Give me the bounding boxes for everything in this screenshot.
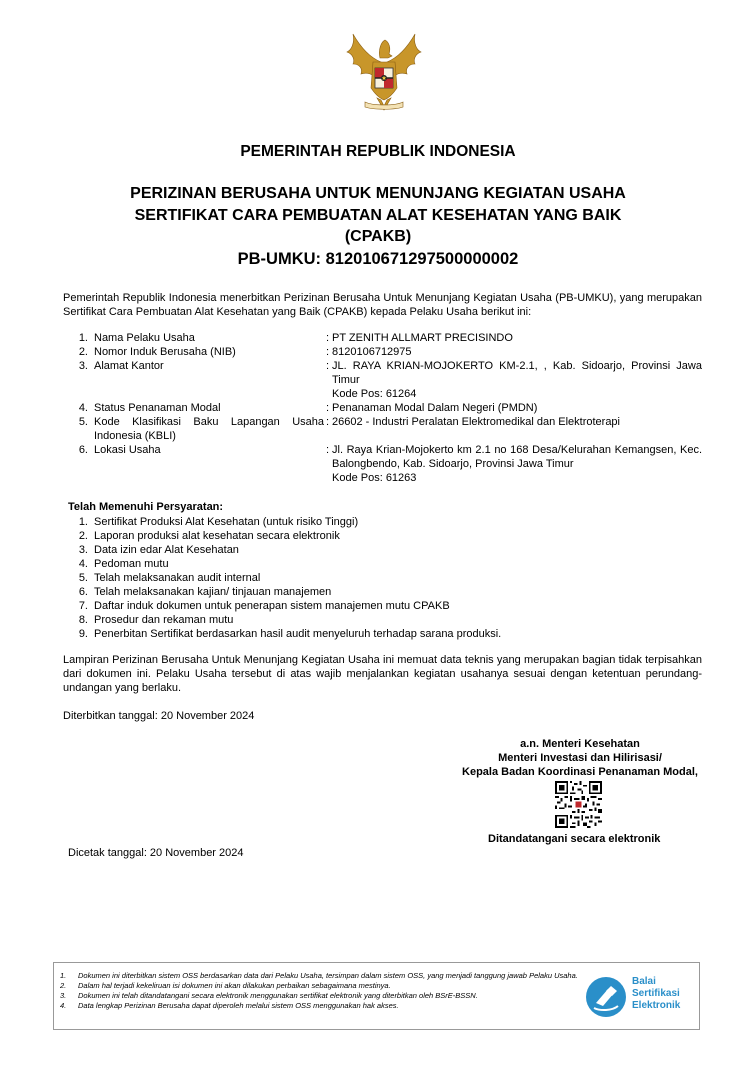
bsre-logo <box>584 973 696 1021</box>
field-label: Lokasi Usaha <box>94 444 161 456</box>
government-heading: PEMERINTAH REPUBLIK INDONESIA <box>240 143 516 160</box>
field-label: Nomor Induk Berusaha (NIB) <box>94 346 236 358</box>
list-item: 3. Data izin edar Alat Kesehatan <box>78 544 239 556</box>
field-row-investment-status: 4. Status Penanaman Modal : Penanaman Modal Dalam Negeri (PMDN) <box>63 401 702 415</box>
field-number: 3. <box>78 360 88 372</box>
footer-notes-box <box>53 962 700 1030</box>
issued-date: Diterbitkan tanggal: 20 November 2024 <box>63 710 255 722</box>
list-item: 9. Penerbitan Sertifikat berdasarkan hasil audit menyeluruh terhadap sarana produksi. <box>78 628 502 640</box>
list-item: 4. Data lengkap Perizinan Berusaha dapat diperoleh melalui sistem OSS menggunakan hak akses. <box>60 1001 399 1010</box>
field-row-office-address: 3. Alamat Kantor : JL. RAYA KRIAN-MOJOKERTO KM-2.1, , Kab. Sidoarjo, Provinsi Jawa Timur Kode Pos: 61264 <box>63 359 702 401</box>
lampiran-paragraph: Lampiran Perizinan Berusaha Untuk Menunjang Kegiatan Usaha ini memuat data teknis yang merupakan bagian tidak terpisahkan dari dokumen ini. Pelaku Usaha tersebut di atas wajib menjalankan kegiatan usahanya sesuai dengan ketentuan perundang-undangan yang berlaku. <box>63 654 702 694</box>
field-value: PT ZENITH ALLMART PRECISINDO <box>332 332 513 344</box>
bsre-logo-text: Balai Sertifikasi Elektronik <box>632 976 681 1011</box>
list-item: 2. Laporan produksi alat kesehatan secara elektronik <box>78 530 340 542</box>
footer-notes <box>60 971 580 1011</box>
printed-date: Dicetak tanggal: 20 November 2024 <box>68 847 244 859</box>
list-item: 3. Dokumen ini telah ditandatangani secara elektronik menggunakan sertifikat elektronik yang diterbitkan oleh BSrE-BSSN. <box>60 991 478 1000</box>
field-value: 8120106712975 <box>332 346 412 358</box>
field-number: 4. <box>78 402 88 414</box>
field-number: 2. <box>78 346 88 358</box>
field-number: 5. <box>78 416 88 428</box>
list-item: 1. Dokumen ini diterbitkan sistem OSS berdasarkan data dari Pelaku Usaha, tersimpan dalam sistem OSS, yang menjadi tanggung jawab Pelaku Usaha. <box>60 971 578 980</box>
field-row-nib: 2. Nomor Induk Berusaha (NIB) : 8120106712975 <box>63 345 702 359</box>
field-row-business-name: 1. Nama Pelaku Usaha : PT ZENITH ALLMART PRECISINDO <box>63 331 702 345</box>
field-label: Status Penanaman Modal <box>94 402 221 414</box>
field-value: 26602 - Industri Peralatan Elektromedikal dan Elektroterapi <box>332 416 620 428</box>
pb-umku-number: PB-UMKU: 812010671297500000002 <box>237 250 519 268</box>
list-item: 1. Sertifikat Produksi Alat Kesehatan (untuk risiko Tinggi) <box>78 516 359 528</box>
field-label: Kode Klasifikasi Baku Lapangan Usaha Indonesia (KBLI) <box>94 416 324 442</box>
requirements-heading: Telah Memenuhi Persyaratan: <box>68 501 224 513</box>
title-line-2: SERTIFIKAT CARA PEMBUATAN ALAT KESEHATAN YANG BAIK <box>134 206 622 224</box>
garuda-emblem-icon <box>343 28 425 114</box>
field-number: 1. <box>78 332 88 344</box>
field-row-kbli: 5. Kode Klasifikasi Baku Lapangan Usaha Indonesia (KBLI) : 26602 - Industri Peralatan Elektromedikal dan Elektroterapi <box>63 415 702 443</box>
signature-line-2: Menteri Investasi dan Hilirisasi/ <box>498 752 662 764</box>
field-number: 6. <box>78 444 88 456</box>
requirements-list <box>63 515 702 641</box>
list-item: 7. Daftar induk dokumen untuk penerapan sistem manajemen mutu CPAKB <box>78 600 450 612</box>
field-label: Alamat Kantor <box>94 360 164 372</box>
field-value: Jl. Raya Krian-Mojokerto km 2.1 no 168 Desa/Kelurahan Kemangsen, Kec. Balongbendo, Kab. Sidoarjo, Provinsi Jawa Timur Kode Pos: 61263 <box>332 444 702 484</box>
title-line-1: PERIZINAN BERUSAHA UNTUK MENUNJANG KEGIATAN USAHA <box>130 185 626 202</box>
field-value: JL. RAYA KRIAN-MOJOKERTO KM-2.1, , Kab. Sidoarjo, Provinsi Jawa Timur Kode Pos: 61264 <box>332 360 702 400</box>
qr-code-icon <box>555 781 602 828</box>
intro-paragraph: Pemerintah Republik Indonesia menerbitkan Perizinan Berusaha Untuk Menunjang Kegiatan Usaha (PB-UMKU), yang merupakan Sertifikat Cara Pembuatan Alat Kesehatan yang Baik (CPAKB) kepada Pelaku Usaha berikut ini: <box>63 292 702 318</box>
bsre-logo-icon <box>584 975 628 1019</box>
field-label: Nama Pelaku Usaha <box>94 332 195 344</box>
list-item: 2. Dalam hal terjadi kekeliruan isi dokumen ini akan dilakukan perbaikan sebagaimana mestinya. <box>60 981 391 990</box>
signature-line-1: a.n. Menteri Kesehatan <box>520 738 640 750</box>
certificate-title <box>0 183 756 248</box>
list-item: 4. Pedoman mutu <box>78 558 169 570</box>
field-row-business-location: 6. Lokasi Usaha : Jl. Raya Krian-Mojokerto km 2.1 no 168 Desa/Kelurahan Kemangsen, Kec. Balongbendo, Kab. Sidoarjo, Provinsi Jawa Timur Kode Pos: 61263 <box>63 443 702 485</box>
title-line-3: (CPAKB) <box>344 228 412 245</box>
signature-line-3: Kepala Badan Koordinasi Penanaman Modal, <box>462 766 698 778</box>
field-value: Penanaman Modal Dalam Negeri (PMDN) <box>332 402 538 414</box>
business-details <box>63 331 702 485</box>
signature-block <box>440 737 720 779</box>
list-item: 5. Telah melaksanakan audit internal <box>78 572 261 584</box>
list-item: 6. Telah melaksanakan kajian/ tinjauan manajemen <box>78 586 332 598</box>
electronic-signature-note: Ditandatangani secara elektronik <box>488 833 661 845</box>
list-item: 8. Prosedur dan rekaman mutu <box>78 614 234 626</box>
